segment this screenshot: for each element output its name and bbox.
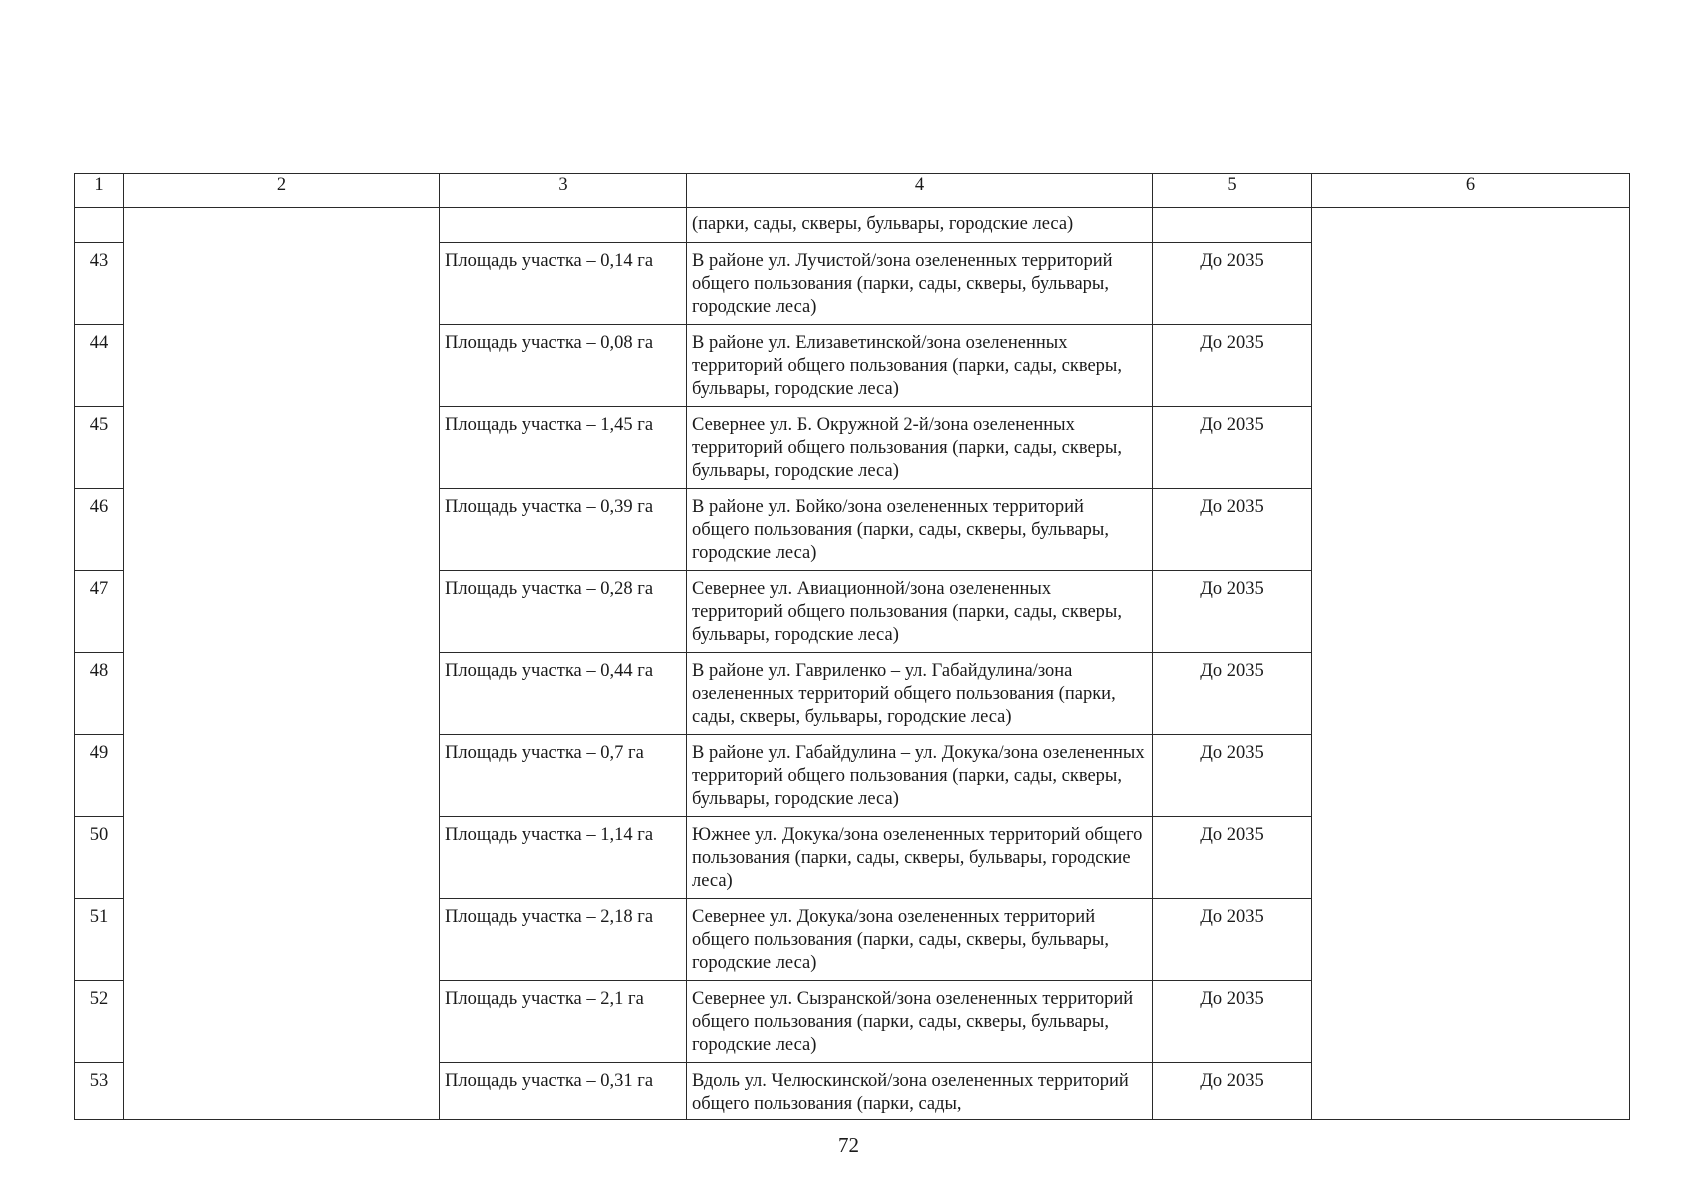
row-location: В районе ул. Гавриленко – ул. Габайдулина/зона озелененных территорий общего пользования (парки, сады, скверы, бульвары, городские леса) [692,661,1116,727]
row-number: 44 [89,333,109,353]
row-number: 51 [89,907,109,927]
row-location: В районе ул. Лучистой/зона озелененных территорий общего пользования (парки, сады, скверы, бульвары, городские леса) [692,251,1113,317]
row-area-cell [440,571,687,653]
row-area-cell [440,899,687,981]
row-number: 48 [89,661,109,681]
row-area: Площадь участка – 0,39 га [445,497,654,517]
row-term: До 2035 [1200,989,1264,1009]
row-number-cell [75,653,124,735]
row-area: Площадь участка – 0,14 га [445,251,654,271]
row-term: До 2035 [1200,661,1264,681]
row-area: Площадь участка – 1,14 га [445,825,654,845]
row-location-cell [687,735,1153,817]
row-location-cell [687,489,1153,571]
continuation-location-text: (парки, сады, скверы, бульвары, городские леса) [692,214,1074,234]
row-location: Севернее ул. Докука/зона озелененных территорий общего пользования (парки, сады, скверы, бульвары, городские леса) [692,907,1109,973]
row-location-cell [687,243,1153,325]
row-number: 43 [89,251,109,271]
row-number-cell [75,325,124,407]
row-number-cell [75,407,124,489]
table-header-row [75,174,1630,208]
row-area-cell [440,489,687,571]
row-location-cell [687,817,1153,899]
row-term: До 2035 [1200,579,1264,599]
row-term: До 2035 [1200,907,1264,927]
row-term-cell [1153,407,1312,489]
row-location-cell [687,653,1153,735]
row-number: 49 [89,743,109,763]
row-area-cell [440,325,687,407]
row-term: До 2035 [1200,825,1264,845]
row-term-cell [1153,325,1312,407]
row-area-cell [440,1063,687,1120]
row-term-cell [1153,735,1312,817]
row-term-cell [1153,489,1312,571]
row-term-cell [1153,243,1312,325]
continuation-row [75,208,1630,243]
continuation-location-cell [687,208,1153,243]
row-area-cell [440,243,687,325]
row-location: В районе ул. Бойко/зона озелененных территорий общего пользования (парки, сады, скверы, бульвары, городские леса) [692,497,1109,563]
row-term-cell [1153,1063,1312,1120]
row-number: 47 [89,579,109,599]
row-number-cell [75,981,124,1063]
row-location: Вдоль ул. Челюскинской/зона озелененных территорий общего пользования (парки, сады, [692,1071,1129,1114]
row-area-cell [440,653,687,735]
row-term: До 2035 [1200,415,1264,435]
row-number: 50 [89,825,109,845]
row-term-cell [1153,653,1312,735]
row-location-cell [687,899,1153,981]
row-term-cell [1153,899,1312,981]
row-number: 46 [89,497,109,517]
row-number-cell [75,243,124,325]
row-location: В районе ул. Габайдулина – ул. Докука/зона озелененных территорий общего пользования (парки, сады, скверы, бульвары, городские леса) [692,743,1145,809]
row-location-cell [687,1063,1153,1120]
row-location-cell [687,571,1153,653]
row-term-cell [1153,817,1312,899]
row-number: 52 [89,989,109,1009]
row-number: 53 [89,1071,109,1091]
row-number: 45 [89,415,109,435]
row-area: Площадь участка – 2,18 га [445,907,654,927]
row-term: До 2035 [1200,497,1264,517]
row-number-cell [75,735,124,817]
header-col-2: 2 [124,174,440,208]
col-6-merged-cell [1312,208,1630,1120]
row-location: Севернее ул. Сызранской/зона озелененных территорий общего пользования (парки, сады, скверы, бульвары, городские леса) [692,989,1134,1055]
row-area-cell [440,735,687,817]
row-location-cell [687,407,1153,489]
col-2-merged-cell [124,208,440,1120]
row-area-cell [440,817,687,899]
row-location: Севернее ул. Авиационной/зона озелененных территорий общего пользования (парки, сады, скверы, бульвары, городские леса) [692,579,1122,645]
row-number-cell [75,817,124,899]
row-number-cell [75,489,124,571]
row-area: Площадь участка – 0,08 га [445,333,654,353]
row-location-cell [687,325,1153,407]
row-area: Площадь участка – 0,28 га [445,579,654,599]
page-number: 72 [838,1133,859,1157]
row-area: Площадь участка – 0,44 га [445,661,654,681]
row-term-cell [1153,981,1312,1063]
row-area: Площадь участка – 1,45 га [445,415,654,435]
row-number-cell [75,899,124,981]
row-term: До 2035 [1200,251,1264,271]
continuation-area-cell [440,208,687,243]
row-term-cell [1153,571,1312,653]
header-col-3: 3 [440,174,687,208]
row-number-cell [75,571,124,653]
row-term: До 2035 [1200,1071,1264,1091]
header-col-4: 4 [687,174,1153,208]
continuation-num-cell [75,208,124,243]
row-location-cell [687,981,1153,1063]
data-table [74,173,1630,1120]
row-area: Площадь участка – 0,7 га [445,743,644,763]
row-number-cell [75,1063,124,1120]
header-col-6: 6 [1312,174,1630,208]
row-location: В районе ул. Елизаветинской/зона озелененных территорий общего пользования (парки, сады, скверы, бульвары, городские леса) [692,333,1122,399]
row-term: До 2035 [1200,333,1264,353]
row-area: Площадь участка – 2,1 га [445,989,644,1009]
row-area-cell [440,981,687,1063]
continuation-term-cell [1153,208,1312,243]
row-location: Южнее ул. Докука/зона озелененных территорий общего пользования (парки, сады, скверы, бульвары, городские леса) [692,825,1143,891]
header-col-5: 5 [1153,174,1312,208]
row-term: До 2035 [1200,743,1264,763]
row-location: Севернее ул. Б. Окружной 2-й/зона озелененных территорий общего пользования (парки, сады, скверы, бульвары, городские леса) [692,415,1122,481]
header-col-1: 1 [75,174,124,208]
row-area: Площадь участка – 0,31 га [445,1071,654,1091]
row-area-cell [440,407,687,489]
